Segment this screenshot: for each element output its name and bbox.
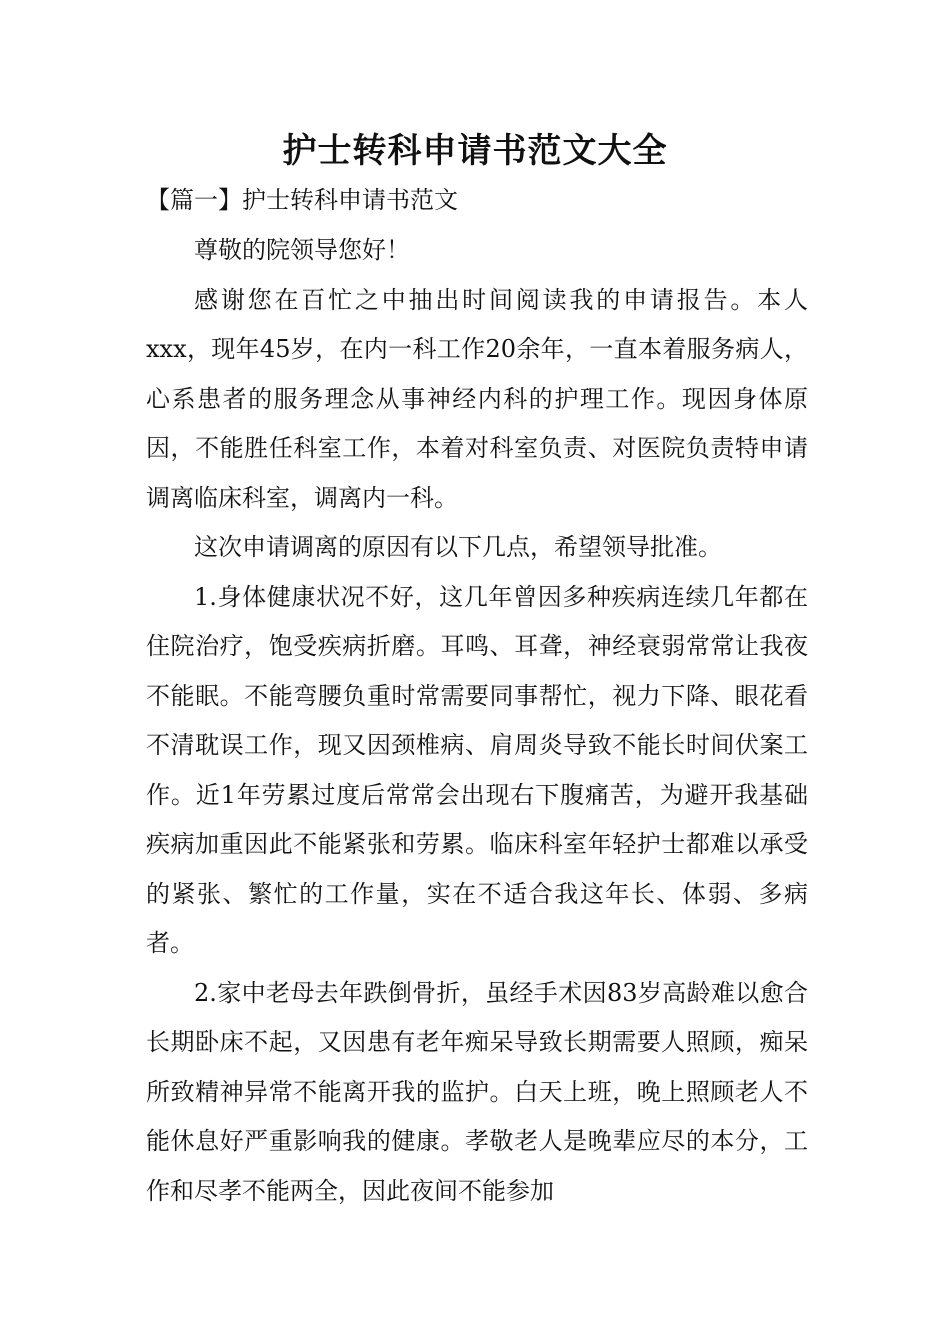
reasons-lead-paragraph: 这次申请调离的原因有以下几点，希望领导批准。 — [194, 533, 722, 561]
document-body — [146, 226, 808, 1216]
intro-paragraph: 感谢您在百忙之中抽出时间阅读我的申请报告。本人xxx，现年45岁，在内一科工作20余年，一直本着服务病人，心系患者的服务理念从事神经内科的护理工作。现因身体原因，不能胜任科室工作，本着对科室负责、对医院负责特申请调离临床科室，调离内一科。 — [146, 285, 808, 512]
document-title: 护士转科申请书范文大全 — [282, 131, 668, 171]
reason-2-paragraph: 2.家中老母去年跌倒骨折，虽经手术因83岁高龄难以愈合长期卧床不起，又因患有老年痴呆导致长期需要人照顾，痴呆所致精神异常不能离开我的监护。白天上班，晚上照顾老人不能休息好严重影响我的健康。孝敬老人是晚辈应尽的本分，工作和尽孝不能两全，因此夜间不能参加 — [146, 978, 808, 1205]
section-heading: 【篇一】护士转科申请书范文 — [146, 186, 458, 214]
reason-1-paragraph: 1.身体健康状况不好，这几年曾因多种疾病连续几年都在住院治疗，饱受疾病折磨。耳鸣、耳聋，神经衰弱常常让我夜不能眠。不能弯腰负重时常需要同事帮忙，视力下降、眼花看不清耽误工作，现又因颈椎病、肩周炎导致不能长时间伏案工作。近1年劳累过度后常常会出现右下腹痛苦，为避开我基础疾病加重因此不能紧张和劳累。临床科室年轻护士都难以承受的紧张、繁忙的工作量，实在不适合我这年长、体弱、多病者。 — [146, 582, 808, 957]
salutation-paragraph: 尊敬的院领导您好！ — [194, 236, 410, 264]
